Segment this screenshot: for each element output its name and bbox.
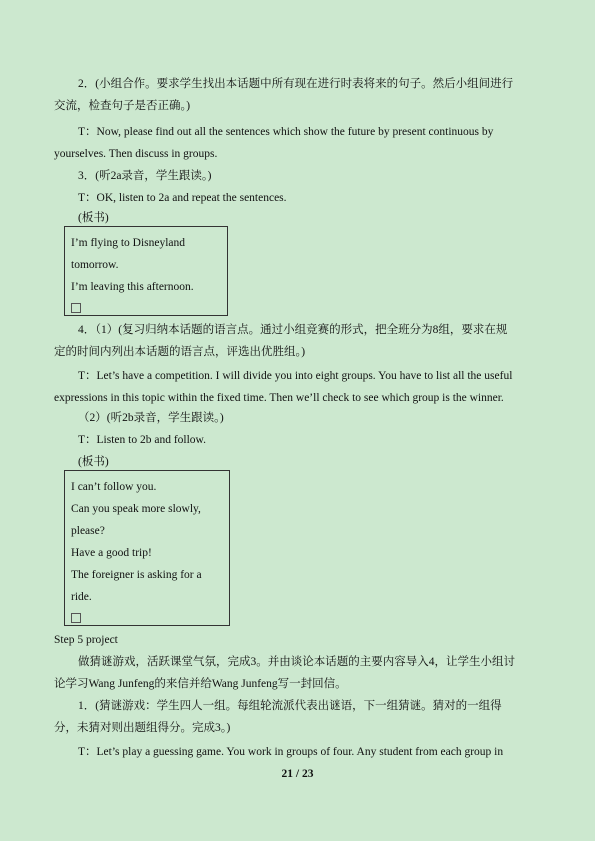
section-heading: Step 5 project [54,634,118,646]
board-line: please? [71,525,105,537]
text-line: yourselves. Then discuss in groups. [54,148,218,160]
text-line: T：OK, listen to 2a and repeat the sentences. [78,192,287,204]
page-number: 21 / 23 [281,768,314,780]
text-line: T：Let’s play a guessing game. You work in groups of four. Any student from each group in [78,746,504,758]
text-line: T：Let’s have a competition. I will divide you into eight groups. You have to list all the useful [78,370,513,382]
text-line: T：Now, please find out all the sentences which show the future by present continuous by [78,126,494,138]
board-line: ride. [71,591,92,603]
text-line: 3．(听2a录音，学生跟读。) [78,170,212,182]
text-line: 2．(小组合作。要求学生找出本话题中所有现在进行时表将来的句子。然后小组间进行 [78,78,514,90]
board-line: Can you speak more slowly, [71,503,201,515]
text-line: (板书) [78,212,109,224]
square-placeholder-icon [71,303,81,313]
text-line: expressions in this topic within the fixed time. Then we’ll check to see which group is the winner. [54,392,504,404]
blackboard-box-2 [64,470,230,626]
board-line: tomorrow. [71,259,119,271]
blackboard-box-1 [64,226,228,316]
text-line: 4．（1）(复习归纳本话题的语言点。通过小组竞赛的形式，把全班分为8组，要求在规 [78,324,508,336]
board-line: The foreigner is asking for a [71,569,202,581]
text-line: 做猜谜游戏，活跃课堂气氛，完成3。并由谈论本话题的主要内容导入4，让学生小组讨 [78,656,515,668]
board-line: Have a good trip! [71,547,152,559]
board-line: I’m leaving this afternoon. [71,281,194,293]
text-line: 1．(猜谜游戏：学生四人一组。每组轮流派代表出谜语，下一组猜谜。猜对的一组得 [78,700,502,712]
square-placeholder-icon [71,613,81,623]
text-line: (板书) [78,456,109,468]
text-line: 分，未猜对则出题组得分。完成3。) [54,722,231,734]
text-line: 论学习Wang Junfeng的来信并给Wang Junfeng写一封回信。 [54,678,347,690]
text-line: T：Listen to 2b and follow. [78,434,206,446]
board-line: I’m flying to Disneyland [71,237,186,249]
text-line: （2）(听2b录音，学生跟读。) [78,412,224,424]
text-line: 交流，检查句子是否正确。) [54,100,191,112]
board-line: I can’t follow you. [71,481,157,493]
text-line: 定的时间内列出本话题的语言点，评选出优胜组。) [54,346,306,358]
